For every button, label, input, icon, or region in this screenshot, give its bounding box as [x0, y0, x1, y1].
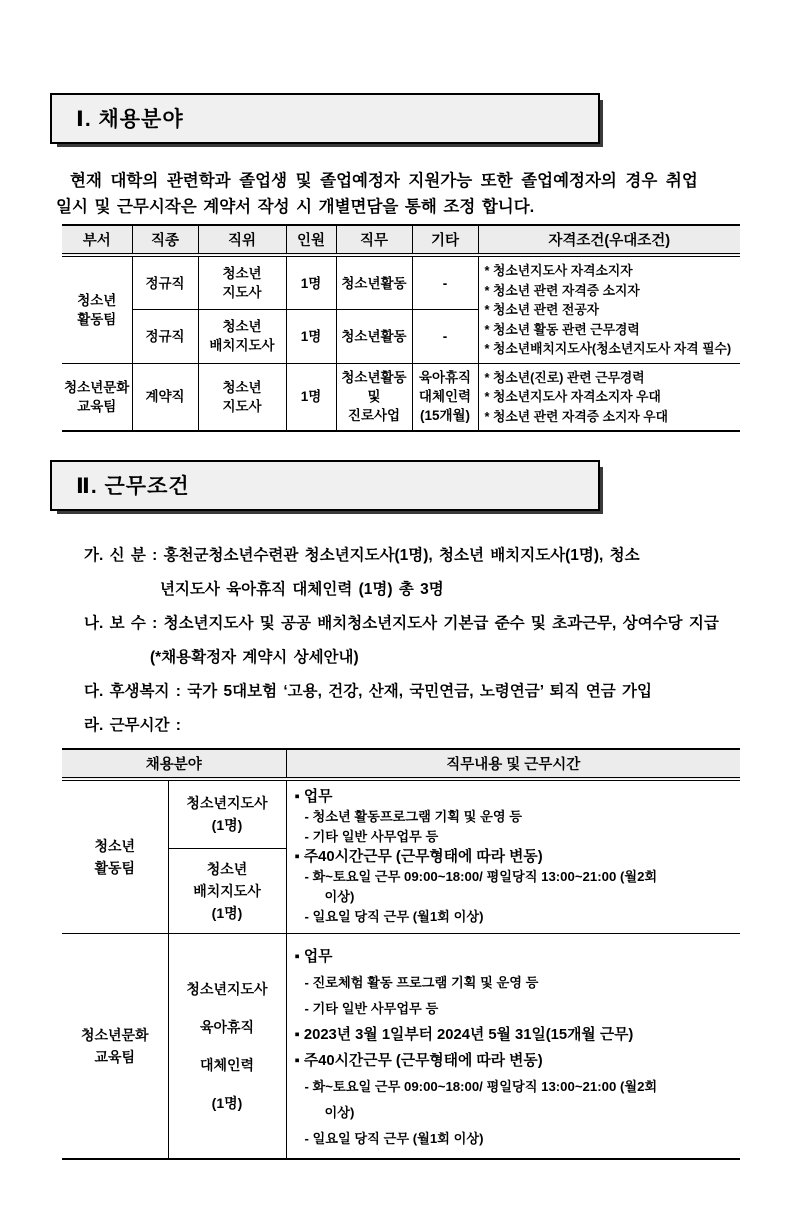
work-hours-header-row — [62, 749, 740, 779]
table-row — [62, 255, 740, 310]
role-line: 육아휴직 — [199, 1019, 255, 1035]
working-conditions-list — [84, 539, 744, 743]
position-line: 청소년 — [222, 266, 262, 282]
qualification-item: * 청소년배치지도사(청소년지도사 자격 필수) — [484, 341, 732, 356]
position-cell — [198, 255, 286, 310]
dept-line: 청소년문화 — [80, 1027, 149, 1043]
dept-line: 교육팀 — [94, 1049, 136, 1065]
dept-cell — [62, 363, 132, 431]
position-cell — [198, 310, 286, 363]
item-welfare-line: 다. 후생복지 : 국가 5대보험 ‘고용, 건강, 산재, 국민연금, 노령연금’ 퇴직 연금 가입 — [84, 683, 652, 700]
count-cell: 1명 — [286, 310, 336, 363]
position-line: 배치지도사 — [209, 338, 275, 354]
item-pay-line1: 나. 보 수 : 청소년지도사 및 공공 배치청소년지도사 기본급 준수 및 초과근무, 상여수당 지급 — [84, 615, 719, 632]
duty-cell: 청소년활동 — [336, 310, 412, 363]
position-cell — [198, 363, 286, 431]
duty-line: - 화~토요일 근무 09:00~18:00/ 평일당직 13:00~21:00 (월2회 — [304, 869, 658, 884]
dept-line: 활동팀 — [94, 860, 136, 876]
table-row — [62, 363, 740, 431]
duty-line: - 일요일 당직 근무 (월1회 이상) — [304, 909, 484, 924]
recruitment-table — [62, 224, 740, 432]
role-line: (1명) — [211, 1095, 243, 1111]
duty-line: 진로사업 — [347, 408, 401, 424]
duty-cell: 청소년활동 — [336, 255, 412, 310]
col-header-dept: 부서 — [62, 225, 132, 255]
item-workhours-line: 라. 근무시간 : — [84, 717, 181, 734]
section1-header-box — [50, 93, 600, 144]
dept-cell — [62, 779, 168, 934]
col-header-jobtype: 직종 — [132, 225, 198, 255]
qualification-item: * 청소년(진로) 관련 근무경력 — [484, 369, 645, 385]
col-header-recruit-field: 채용분야 — [62, 749, 286, 779]
intro-line2: 일시 및 근무시작은 계약서 작성 시 개별면담을 통해 조정 합니다. — [56, 198, 535, 216]
count-cell: 1명 — [286, 363, 336, 431]
col-header-qualifications: 자격조건(우대조건) — [478, 225, 740, 255]
duty-content-cell — [286, 934, 740, 1160]
qualification-item: * 청소년지도사 자격소지자 우대 — [484, 389, 661, 404]
duty-line: ▪ 2023년 3월 1일부터 2024년 5월 31일(15개월 근무) — [294, 1027, 634, 1043]
intro-paragraph — [56, 168, 740, 220]
section2-header-box — [50, 460, 600, 511]
etc-line: 육아휴직 — [418, 370, 472, 386]
dept-cell — [62, 255, 132, 363]
qualification-list — [478, 363, 740, 431]
col-header-etc: 기타 — [412, 225, 478, 255]
jobtype-cell: 정규직 — [132, 310, 198, 363]
duty-line: 청소년활동 — [341, 370, 407, 386]
col-header-count: 인원 — [286, 225, 336, 255]
duty-cell — [336, 363, 412, 431]
etc-line: (15개월) — [419, 408, 471, 424]
jobtype-cell: 계약직 — [132, 363, 198, 431]
recruitment-table-header-row — [62, 225, 740, 255]
dept-line: 교육팀 — [77, 398, 117, 414]
duty-line: - 일요일 당직 근무 (월1회 이상) — [304, 1131, 484, 1146]
section2-title: Ⅱ. 근무조건 — [76, 475, 190, 498]
position-line: 청소년 — [222, 379, 262, 395]
etc-cell — [412, 363, 478, 431]
qualification-item: * 청소년 관련 전공자 — [484, 302, 600, 317]
duty-line: 이상) — [324, 889, 355, 904]
role-cell — [168, 848, 286, 933]
duty-line: - 화~토요일 근무 09:00~18:00/ 평일당직 13:00~21:00 (월2회 — [304, 1079, 658, 1094]
duty-line: - 진로체험 활동 프로그램 기획 및 운영 등 — [304, 975, 539, 990]
col-header-position: 직위 — [198, 225, 286, 255]
dept-line: 청소년 — [77, 292, 117, 308]
dept-line: 활동팀 — [77, 311, 117, 327]
qualification-list — [478, 255, 740, 363]
item-identity-line1: 가. 신 분 : 홍천군청소년수련관 청소년지도사(1명), 청소년 배치지도사(1명), 청소 — [84, 547, 640, 564]
qualification-item: * 청소년 관련 자격증 소지자 우대 — [484, 408, 668, 424]
dept-line: 청소년 — [94, 838, 136, 854]
role-line: 대체인력 — [199, 1057, 255, 1073]
col-header-duty: 직무 — [336, 225, 412, 255]
role-line: 청소년지도사 — [186, 981, 268, 997]
role-line: (1명) — [211, 904, 243, 921]
qualification-item: * 청소년 활동 관련 근무경력 — [484, 321, 640, 337]
etc-cell: - — [412, 255, 478, 310]
duty-line: ▪ 주40시간근무 (근무형태에 따라 변동) — [294, 1053, 543, 1069]
etc-line: 대체인력 — [418, 389, 472, 405]
duty-content-cell — [286, 779, 740, 934]
jobtype-cell: 정규직 — [132, 255, 198, 310]
position-line: 청소년 — [222, 319, 262, 335]
position-line: 지도사 — [222, 398, 262, 414]
qualification-item: * 청소년지도사 자격소지자 — [484, 263, 633, 278]
table-row — [62, 779, 740, 848]
intro-line1: 현재 대학의 관련학과 졸업생 및 졸업예정자 지원가능 또한 졸업예정자의 경우 취업 — [70, 172, 698, 190]
document-page — [0, 93, 793, 1214]
role-cell — [168, 779, 286, 848]
table-row — [62, 934, 740, 1160]
item-pay-line2: (*채용확정자 계약시 상세안내) — [150, 649, 359, 666]
dept-cell — [62, 934, 168, 1160]
duty-line: - 청소년 활동프로그램 기획 및 운영 등 — [304, 809, 522, 824]
duty-line: ▪ 업무 — [294, 949, 333, 965]
section1-title: Ⅰ. 채용분야 — [76, 108, 184, 131]
duty-line: - 기타 일반 사무업무 등 — [304, 1001, 439, 1016]
duty-line: ▪ 주40시간근무 (근무형태에 따라 변동) — [294, 849, 543, 865]
duty-line: 및 — [367, 389, 381, 405]
count-cell: 1명 — [286, 255, 336, 310]
role-line: (1명) — [211, 817, 243, 834]
duty-line: - 기타 일반 사무업무 등 — [304, 829, 439, 844]
etc-cell: - — [412, 310, 478, 363]
role-line: 배치지도사 — [193, 882, 261, 899]
duty-line: ▪ 업무 — [294, 789, 333, 805]
item-identity-line2: 년지도사 육아휴직 대체인력 (1명) 총 3명 — [160, 581, 444, 598]
dept-line: 청소년문화 — [64, 379, 130, 395]
role-line: 청소년지도사 — [186, 795, 268, 812]
position-line: 지도사 — [222, 285, 262, 301]
role-cell — [168, 934, 286, 1160]
duty-line: 이상) — [324, 1105, 355, 1120]
work-hours-table — [62, 748, 740, 1160]
col-header-duty-hours: 직무내용 및 근무시간 — [286, 749, 740, 779]
qualification-item: * 청소년 관련 자격증 소지자 — [484, 282, 640, 298]
role-line: 청소년 — [206, 860, 248, 877]
